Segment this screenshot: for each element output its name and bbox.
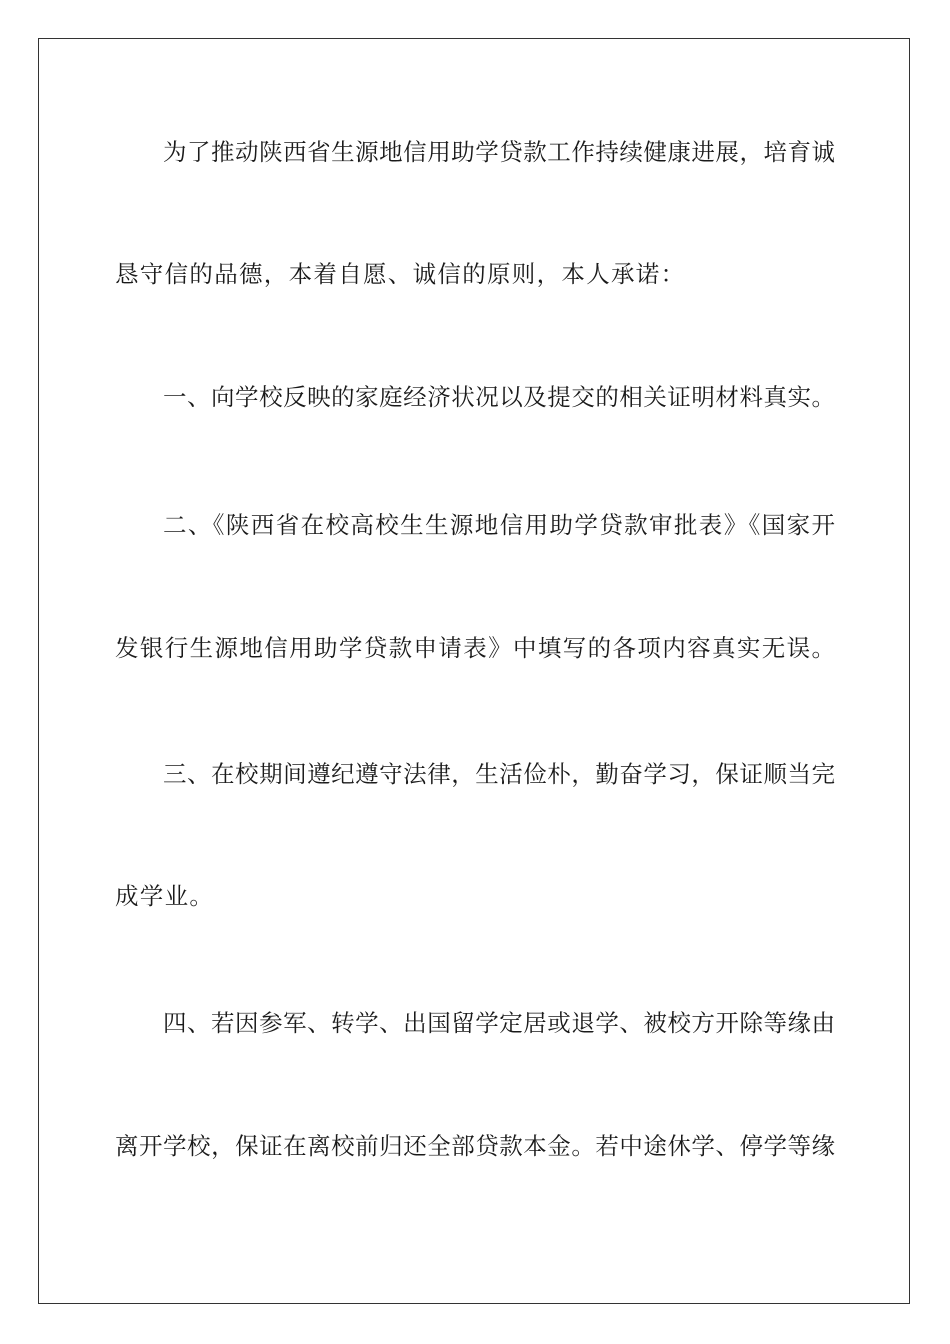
paragraph-1-line-2: 恳守信的品德，本着自愿、诚信的原则，本人承诺： [115, 260, 686, 288]
item-3-line-1: 三、在校期间遵纪遵守法律，生活俭朴，勤奋学习，保证顺当完 [163, 760, 835, 788]
paragraph-1-line-1: 为了推动陕西省生源地信用助学贷款工作持续健康进展，培育诚 [163, 138, 835, 166]
item-2-line-2: 发银行生源地信用助学贷款申请表》中填写的各项内容真实无误。 [115, 634, 835, 662]
page-border [38, 38, 910, 1304]
item-4-line-1: 四、若因参军、转学、出国留学定居或退学、被校方开除等缘由 [163, 1009, 835, 1037]
item-3-line-2: 成学业。 [115, 882, 215, 910]
item-4-line-2: 离开学校，保证在离校前归还全部贷款本金。若中途休学、停学等缘 [115, 1132, 835, 1160]
item-1-line-1: 一、向学校反映的家庭经济状况以及提交的相关证明材料真实。 [163, 383, 835, 411]
item-2-line-1: 二、《陕西省在校高校生生源地信用助学贷款审批表》《国家开 [163, 511, 835, 539]
